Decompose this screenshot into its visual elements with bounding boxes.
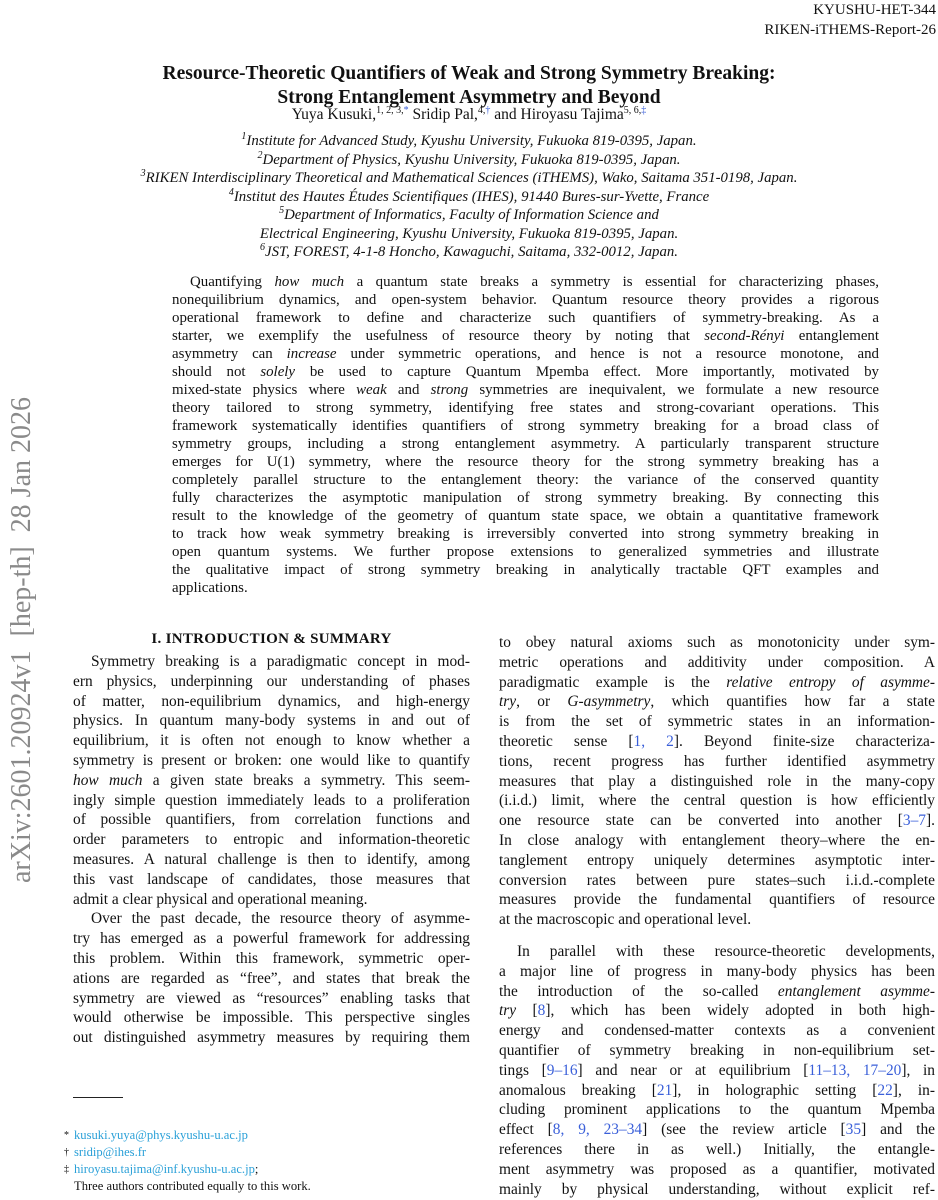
title-line: Strong Entanglement Asymmetry and Beyond [277,87,661,108]
paragraph [499,942,935,1199]
affiliation-number: 5 [279,205,285,217]
abstract-line: completely parallel structure to the entanglement theory: the variance of the conserved quantity [172,472,879,488]
text-line: this vast landscape of candidates, those measures that [73,870,470,888]
abstract-line: symmetry groups, including a strong entanglement asymmetry. A particularly transparent structure [172,436,879,452]
footnote [64,1178,311,1195]
text-line: symmetry is present or broken: one would like to quantify [73,751,470,769]
text-line: tings [9–16] and near or at equilibrium [11–13, 17–20], in [499,1061,935,1079]
affiliation-text: Department of Physics, Kyushu University, Fukuoka 819-0395, Japan. [262,151,681,168]
text-line: effect [8, 9, 23–34] (see the review article [35] and the [499,1121,935,1139]
text-line: Symmetry breaking is a paradigmatic concept in mod- [91,653,470,670]
text-line: tions, recent progress has further identified asymmetry [499,752,935,770]
abstract [172,273,879,597]
text-line: would otherwise be impossible. This perspective singles [73,1009,470,1027]
emphasis: G-asymmetry [567,693,651,711]
footnote-link[interactable]: * [403,104,409,116]
citation-link[interactable]: 9–16 [546,1061,578,1079]
author-name: Yuya Kusuki, [291,106,377,123]
emphasis: increase [286,346,337,362]
text-line: cluding prominent applications to the quantum Mpemba [499,1101,935,1119]
abstract-line: the qualitative impact of strong symmetry breaking in analytically tractable QFT examples and [172,562,879,578]
footnote-link[interactable]: ‡ [641,104,647,116]
text-line: tanglement entropy uniquely determines asymptotic inter- [499,851,935,869]
text-line: quantifier of symmetry breaking in non-equilibrium set- [499,1041,935,1059]
author-name: and Hiroyasu Tajima [494,106,624,123]
paragraph [73,909,470,1048]
abstract-line: operational framework to define and characterize such quantifiers of symmetry-breaking. As a [172,310,879,326]
footnote-mark: † [64,1147,69,1158]
abstract-line: to track how weak symmetry breaking is irreversibly converted into strong symmetry breaking in [172,526,879,542]
text-line: order parameters to entropic and information-theoretic [73,831,470,849]
text-line: try [8], which has been widely adopted in both high- [499,1002,935,1020]
paragraph [499,633,935,930]
emphasis: try [499,1002,517,1020]
abstract-line: mixed-state physics where weak and strong symmetries are inequivalent, we formulate a new resource [172,382,880,398]
email-link[interactable]: hiroyasu.tajima@inf.kyushu-u.ac.jp [74,1162,255,1176]
arxiv-identifier: arXiv:2601.20924v1 [hep-th] 28 Jan 2026 [6,396,37,884]
emphasis: weak [356,382,387,398]
affiliation-number: 3 [140,168,146,180]
affiliation [0,188,938,207]
text-line: theoretic sense [1, 2]. Beyond finite-size characteriza- [499,732,935,750]
author-name: Sridip Pal, [412,106,478,123]
author-affiliation-marks: 5, 6,‡ [623,104,647,116]
citation-link[interactable]: 21 [656,1081,673,1099]
abstract-line: applications. [172,580,248,596]
citation-link[interactable]: 8, 9, 23–34 [552,1121,643,1139]
text-line: out distinguished asymmetry measures by requiring them [73,1029,470,1047]
text-line: of possible quantifiers, from correlation functions and [73,811,470,829]
text-line: equilibrium, it is often not enough to know whether a [73,732,470,750]
text-line: conversion rates between pure states–such i.i.d.-complete [499,871,935,889]
text-line: try has emerged as a powerful framework for addressing [73,930,470,948]
emphasis: second-Rényi [704,328,785,344]
abstract-line: result to the knowledge of the geometry of quantum state space, we obtain a quantitative framework [172,508,879,524]
report-number: RIKEN-iTHEMS-Report-26 [764,22,936,38]
affiliation-text: RIKEN Interdisciplinary Theoretical and Mathematical Sciences (iTHEMS), Wako, Saitama 351-0198, Japan. [145,170,798,186]
text-line: mainly by physical understanding, without explicit ref- [499,1180,935,1198]
text-line: symmetry are viewed as “resources” enabling tasks that [73,989,470,1007]
text-line: In parallel with these resource-theoretic developments, [517,942,935,960]
text-line: the introduction of the so-called entanglement asymme- [499,982,936,1000]
emphasis: how much [274,274,345,290]
emphasis: strong [430,382,469,398]
author-list [0,104,938,126]
text-line: measures provide the fundamental quantifiers of resource [499,891,935,909]
affiliation [0,169,938,188]
abstract-line: theory tailored to strong symmetry, identifying free states and strong-covariant operations. This [172,400,879,416]
text-line: Over the past decade, the resource theory of asymme- [91,910,470,928]
affiliation-text: Electrical Engineering, Kyushu University, Fukuoka 819-0395, Japan. [259,225,679,242]
abstract-line: fully characterizes the asymptotic manipulation of strong symmetry breaking. By connecting this [172,490,879,506]
left-column [73,652,470,1048]
citation-link[interactable]: 3–7 [902,812,926,830]
emphasis: relative entropy of asymme- [726,673,935,691]
text-line: (i.i.d.) limit, where the central question is how efficiently [499,792,935,810]
affiliation-text: Department of Informatics, Faculty of Information Science and [284,207,659,223]
text-line: metric operations and additivity under composition. A [499,653,935,671]
text-line: ern physics, underpinning our understanding of phases [73,672,470,690]
affiliations [0,132,938,262]
affiliation [0,132,938,151]
text-line: anomalous breaking [21], in holographic setting [22], in- [499,1081,935,1099]
footnotes [64,1127,311,1195]
text-line: ations are regarded as “free”, and states that break the [73,969,470,987]
paragraph [73,652,470,909]
text-line: In close analogy with entanglement theory–where the en- [499,831,935,849]
paper-title [0,62,938,110]
affiliation-text: Institut des Hautes Études Scientifiques (IHES), 91440 Bures-sur-Yvette, France [233,188,710,205]
citation-link[interactable]: 1, 2 [633,732,674,750]
affiliation [0,151,938,170]
footnote-mark: * [64,1130,69,1141]
abstract-line: open quantum systems. We further propose extensions to generalized symmetries and illustrate [172,544,879,560]
footnote-text: ; [254,1162,259,1176]
footnote-divider [73,1097,123,1098]
text-line: measures that play a distinguished role in the many-copy [499,772,935,790]
footnote-text: Three authors contributed equally to this work. [74,1179,311,1193]
citation-link[interactable]: 35 [845,1121,862,1139]
affiliation-number: 1 [241,131,247,143]
text-line: is from the set of symmetric states in an information- [499,713,935,731]
text-line: try, or G-asymmetry, which quantifies how far a state [499,693,936,711]
report-number: KYUSHU-HET-344 [813,2,936,18]
affiliation-text: Institute for Advanced Study, Kyushu University, Fukuoka 819-0395, Japan. [246,133,697,149]
footnote [64,1161,311,1178]
section-heading: I. INTRODUCTION & SUMMARY [151,631,392,647]
author-affiliation-marks: 1, 2, 3,* [376,104,409,116]
emphasis: how much [73,771,143,789]
text-line: of matter, non-equilibrium dynamics, and high-energy [73,692,470,710]
text-line: a major line of progress in many-body physics has been [499,962,935,980]
emphasis: try [499,693,517,711]
text-line: admit a clear physical and operational meaning. [73,890,368,908]
abstract-line: emerges for U(1) symmetry, where the resource theory for the strong symmetry breaking has a [172,454,879,470]
affiliation-text: JST, FOREST, 4-1-8 Honcho, Kawaguchi, Saitama, 332-0012, Japan. [265,244,678,260]
affiliation [0,243,938,262]
affiliation-number: 4 [228,186,234,198]
text-line: one resource state can be converted into another [3–7]. [499,812,935,830]
abstract-line: framework systematically identifies quantifiers of strong symmetry breaking for a broad class of [172,418,879,434]
email-link[interactable]: sridip@ihes.fr [74,1145,147,1159]
footnote [64,1144,311,1161]
text-line: ingly simple question immediately leads to a proliferation [73,791,470,809]
abstract-line: starter, we exemplify the usefulness of resource theory by noting that second-Rényi entanglement [172,328,880,344]
affiliation-number: 2 [257,149,263,161]
text-line: how much a given state breaks a symmetry. This seem- [73,771,470,789]
text-line: this problem. Within this framework, symmetric oper- [73,949,470,967]
emphasis: solely [260,364,296,380]
title-line: Resource-Theoretic Quantifiers of Weak and Strong Symmetry Breaking: [162,63,776,84]
text-line: energy and condensed-matter contexts as a convenient [499,1022,935,1040]
footnote [64,1127,311,1144]
abstract-line: nonequilibrium dynamics, and open-system behavior. Quantum resource theory provides a rigorous [172,292,879,308]
text-line: at the macroscopic and operational level. [499,911,752,929]
footnote-link[interactable]: † [485,104,491,116]
citation-link[interactable]: 11–13, 17–20 [808,1061,902,1079]
text-line: measures. A natural challenge is then to identify, among [73,850,470,868]
emphasis: entanglement asymme- [777,982,936,1000]
text-line: references there in as well.) Initially, the entangle- [499,1140,935,1158]
affiliation [0,225,938,244]
right-column [499,633,935,1199]
text-line: physics. In quantum many-body systems in and out of [73,712,470,730]
citation-link[interactable]: 22 [877,1081,893,1099]
citation-link[interactable]: 8 [537,1002,546,1020]
abstract-line: Quantifying how much a quantum state breaks a symmetry is essential for characterizing phases, [190,274,879,290]
footnote-mark: ‡ [64,1164,69,1175]
text-line: ment asymmetry was proposed as a quantifier, motivated [499,1160,935,1178]
text-line: paradigmatic example is the relative entropy of asymme- [499,673,935,691]
abstract-line: asymmetry can increase under symmetric operations, and hence is not a resource monotone, and [172,346,879,362]
affiliation [0,206,938,225]
affiliation-number: 6 [260,242,266,254]
author-affiliation-marks: 4,† [477,104,491,116]
text-line: to obey natural axioms such as monotonicity under sym- [499,634,935,651]
email-link[interactable]: kusuki.yuya@phys.kyushu-u.ac.jp [74,1128,248,1142]
abstract-line: should not solely be used to capture Quantum Mpemba effect. More importantly, motivated by [172,364,880,380]
